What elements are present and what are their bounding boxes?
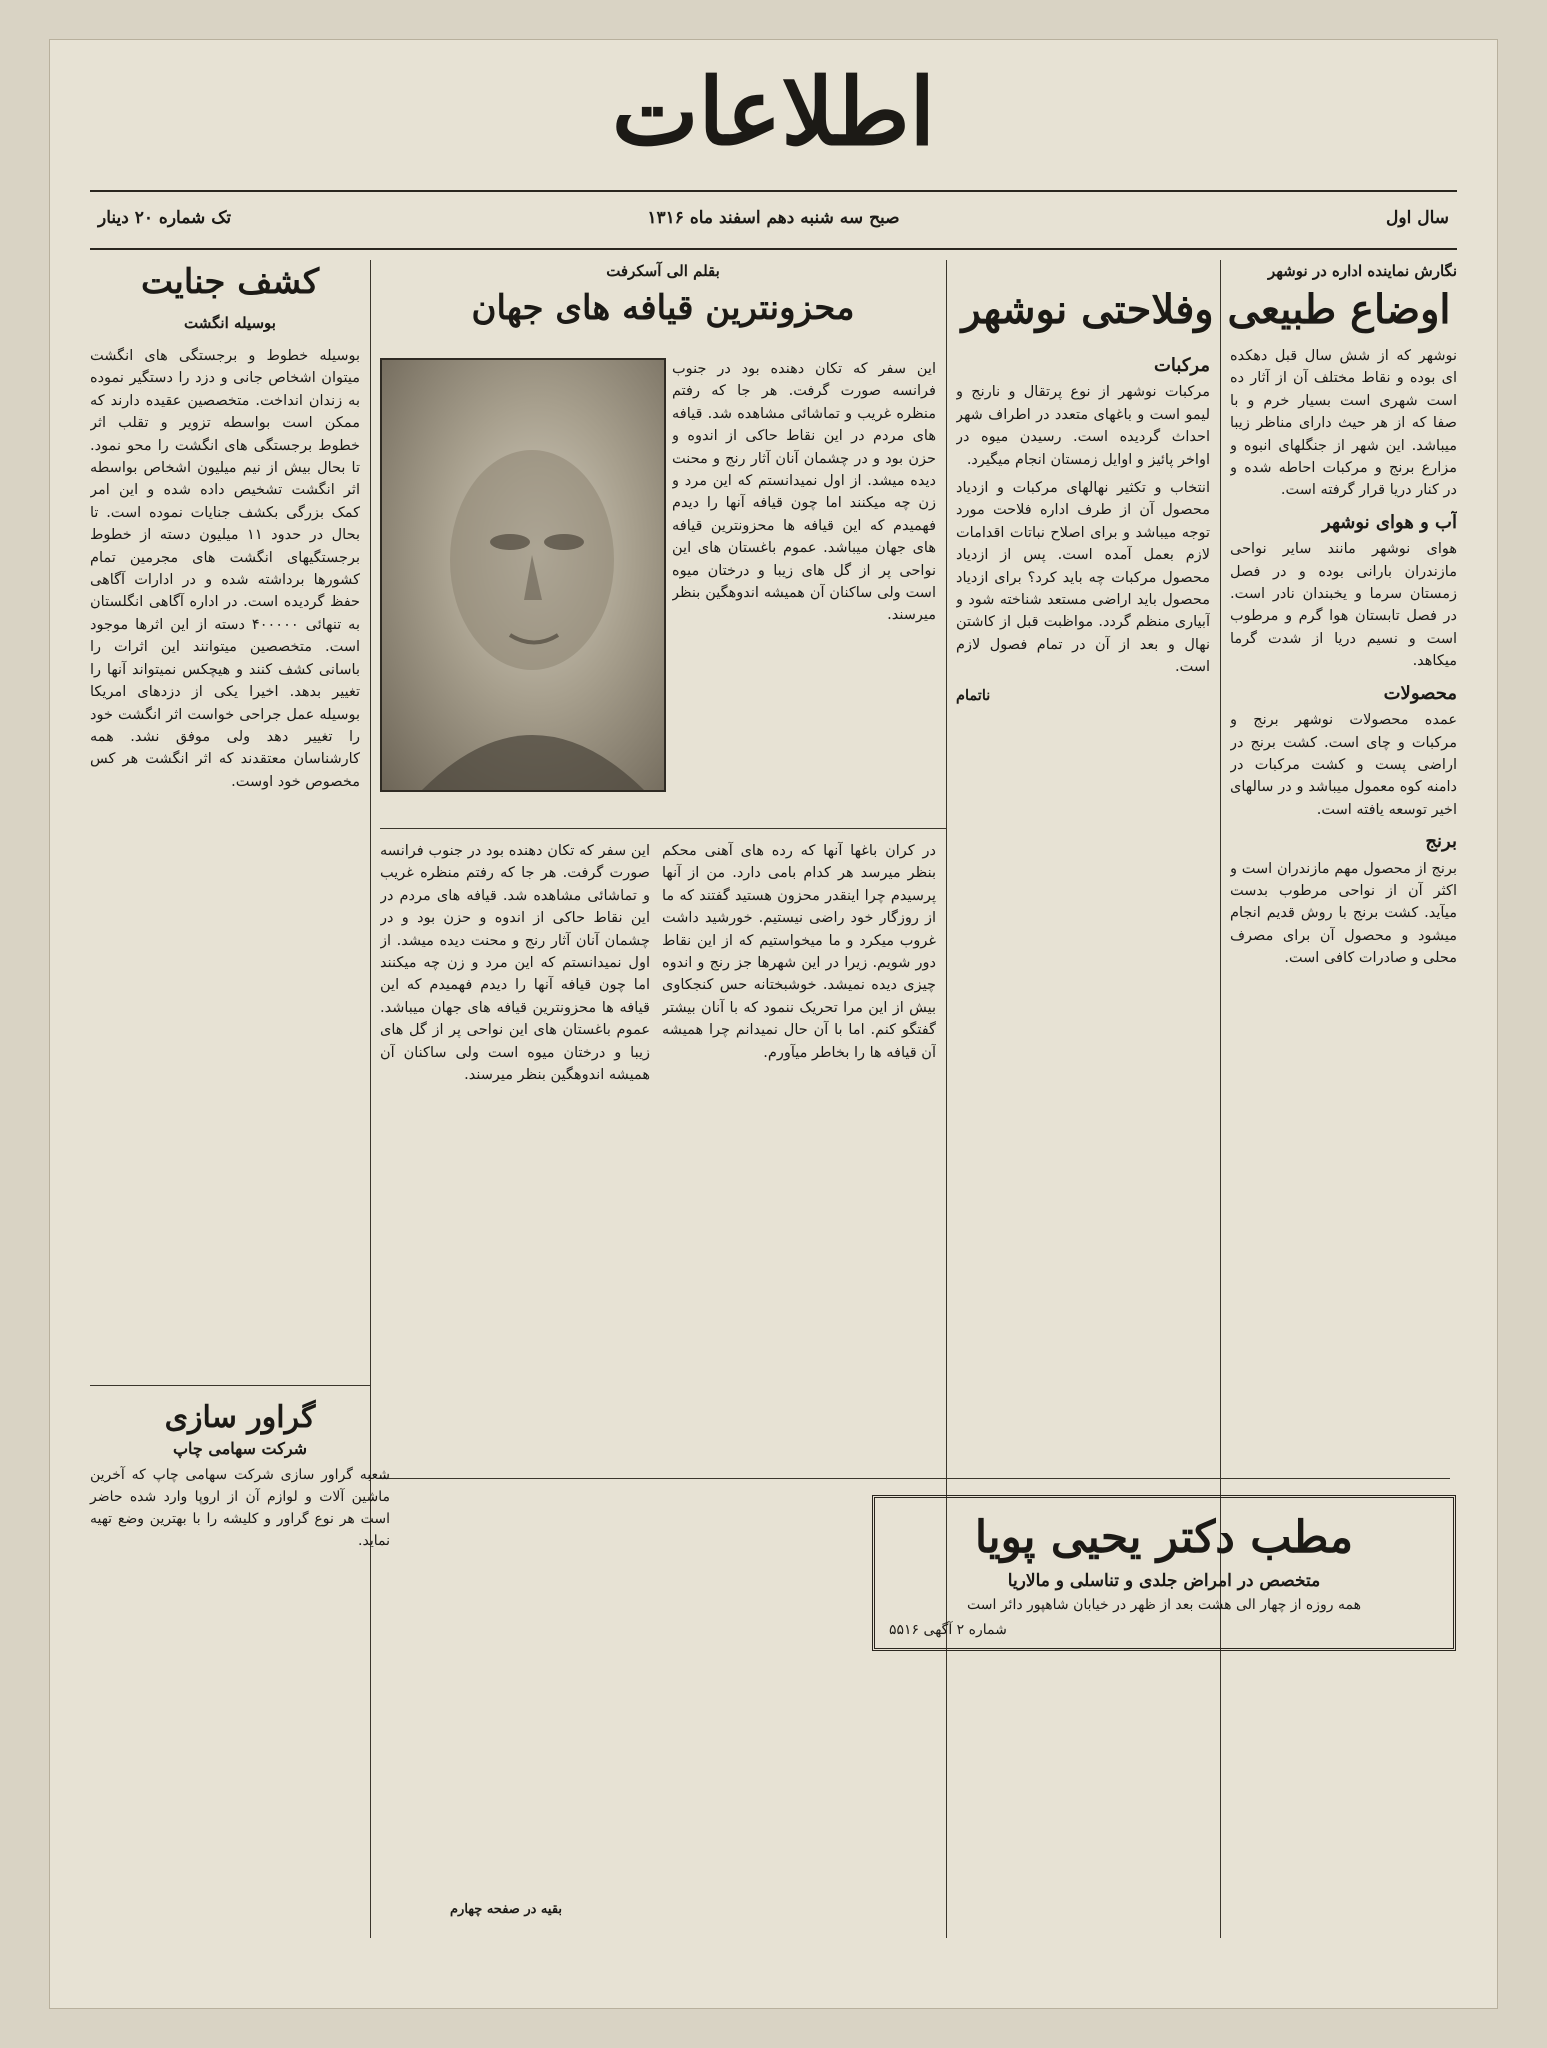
feature-column-lower-right <box>662 840 936 1468</box>
engraving-notice <box>90 1400 390 1552</box>
lead-kicker: نگارش نماینده اداره در نوشهر <box>1267 262 1457 280</box>
lead-column-middle <box>956 345 1210 1468</box>
feature-text-continued: در کران باغها آنها که رده های آهنی محکم بنظر میرسد هر کدام بامی دارد. من از آنها پرسیدم چرا اینقدر محزون هستید گفتند که ما از روزگار خود راضی نیستیم. خورشید داشت غروب میکرد و ما میخواستیم که از این نقاط دور شویم. زیرا در این شهرها جز رنج و اندوه چیزی دیده نمیشد. خوشبختانه حس کنجکاوی بیش از این مرا تحریک ننمود که با آنان بیشتر گفتگو کنم. اما با آن حال نمیدانم چرا همیشه آن قیافه ها را بخاطر میآورم. <box>662 843 936 1061</box>
section-text: عمده محصولات نوشهر برنج و مرکبات و چای است. کشت برنج در اراضی پست و کشت مرکبات در دامنه کوه معمول میباشد و در سالهای اخیر توسعه یافته است. <box>1230 712 1457 818</box>
masthead <box>50 40 1497 190</box>
engraving-title: گراور سازی <box>164 1400 316 1435</box>
feature-column-lower-left <box>380 840 650 1888</box>
section-title: آب و هوای نوشهر <box>1322 511 1457 533</box>
section-rule <box>380 828 946 829</box>
engraving-text: شعبه گراور سازی شرکت سهامی چاپ که آخرین ماشین آلات و لوازم آن از اروپا وارد شده حاضر است هر نوع گراور و کلیشه را با بهترین وضع تهیه نماید. <box>90 1467 390 1549</box>
issue-price: تک شماره ۲۰ دینار <box>98 208 232 228</box>
feature-text-repeat: این سفر که تکان دهنده بود در جنوب فرانسه صورت گرفت. هر جا که رفتم منظره غریب و تماشائی مشاهده شد. قیافه های مردم در این نقاط حاکی از اندوه و حزن بود و در چشمان آنان آثار رنج و محنت دیده میشد. از اول نمیدانستم که این مرد و زن چه میکنند اما چون قیافه آنها را دیدم فهمیدم که این قیافه ها محزونترین قیافه های جهان میباشد. عموم باغستان های این نواحی پر از گل های زیبا و درختان میوه است ولی ساکنان آن همیشه اندوهگین بنظر میرسند. <box>380 843 650 1084</box>
column-rule <box>946 260 947 1938</box>
feature-continued-note: بقیه در صفحه چهارم <box>450 1902 563 1917</box>
issue-date: صبح سه شنبه دهم اسفند ماه ۱۳۱۶ <box>647 208 900 228</box>
ad-hours: همه روزه از چهار الی هشت بعد از ظهر در خیابان شاهپور دائر است <box>967 1597 1361 1613</box>
year-label: سال اول <box>1386 208 1449 228</box>
crime-subheadline: بوسیله انگشت <box>184 314 276 332</box>
lead-headline: اوضاع طبیعی وفلاحتی نوشهر <box>961 286 1451 333</box>
portrait-photo <box>380 358 666 792</box>
section-text: مرکبات نوشهر از نوع پرتقال و نارنج و لیمو است و باغهای متعدد در اطراف شهر احداث گردیده است. رسیدن میوه در اواخر پائیز و اوایل زمستان انجام میگیرد. <box>956 384 1210 468</box>
section-title: برنج <box>1425 831 1457 853</box>
continued-marker: ناتمام <box>956 686 991 704</box>
section-text: برنج از محصول مهم مازندران است و اکثر آن از نواحی مرطوب بدست میآید. کشت برنج با روش قدیم انجام میشود و محصول آن برای مصرف محلی و صادرات کافی است. <box>1230 860 1457 967</box>
portrait-silhouette <box>382 360 664 790</box>
feature-column-top <box>672 358 936 758</box>
newspaper-page <box>50 40 1497 2008</box>
feature-kicker: بقلم الی آسکرفت <box>606 262 720 280</box>
crime-text: بوسیله خطوط و برجستگی های انگشت میتوان اشخاص جانی و دزد را دستگیر نموده به زندان انداخت. متخصصین عقیده دارند که ممکن است بواسطه تزویر و تقلب اثر خطوط برجستگی های انگشت را محو نمود. تا بحال بیش از نیم میلیون اشخاص بواسطه اثر انگشت تشخیص داده شده و این امر کمک بزرگی بکشف جنایات نموده است. تا بحال در حدود ۱۱ میلیون دسته از خطوط برجستگیهای انگشت های مجرمین تمام کشورها برداشته شده و در ادارات آگاهی حفظ گردیده است. در اداره آگاهی انگلستان به تنهائی ۴۰۰۰۰۰ دسته از این اثرها موجود است. متخصصین میتوانند این اثرات را باسانی کشف کنند و هیچکس نمیتواند آنها را تغییر بدهد. اخیرا یکی از دزدهای امریکا بوسیله عمل جراحی خواست اثر انگشت خود را تغییر دهد ولی موفق نشد. همه کارشناسان معتقدند که اثر انگشت هر کس مخصوص خود اوست. <box>90 348 360 790</box>
lead-column-right <box>1230 345 1457 1948</box>
column-rule <box>1220 260 1221 1938</box>
doctor-advertisement <box>872 1495 1456 1651</box>
column-rule <box>370 260 371 1938</box>
lead-intro: نوشهر که از شش سال قبل دهکده ای بوده و نقاط مختلف آن از آثار ده است شهری است بسیار خرم و با صفا که از هر حیث دارای مناظر زیبا میباشد. این شهر از جنگلهای انبوه و مزارع برنج و مرکبات احاطه شده و در کنار دریا قرار گرفته است. <box>1230 348 1457 499</box>
feature-text: این سفر که تکان دهنده بود در جنوب فرانسه صورت گرفت. هر جا که رفتم منظره غریب و تماشائی مشاهده شد. قیافه های مردم در این نقاط حاکی از اندوه و حزن بود و در چشمان آنان آثار رنج و محنت دیده میشد. از اول نمیدانستم که این مرد و زن چه میکنند اما چون قیافه آنها را دیدم فهمیدم که این قیافه ها محزونترین قیافه های جهان میباشد. عموم باغستان های این نواحی پر از گل های زیبا و درختان میوه است ولی ساکنان آن همیشه اندوهگین بنظر میرسند. <box>672 361 936 624</box>
section-text: هوای نوشهر مانند سایر نواحی مازندران بارانی بوده و در فصل زمستان سرما و یخبندان نادر است. در فصل تابستان هوا گرم و مرطوب است و نسیم دریا از شدت گرما میکاهد. <box>1230 541 1457 670</box>
crime-column <box>90 345 360 1368</box>
date-bar <box>90 190 1457 250</box>
ad-number: شماره ۲ آگهی ۵۵۱۶ <box>889 1622 1007 1638</box>
newspaper-logo: اطلاعات <box>611 58 936 166</box>
ad-title: مطب دکتر یحیی پویا <box>974 1512 1354 1563</box>
engraving-subtitle: شرکت سهامی چاپ <box>172 1439 308 1458</box>
section-title: مرکبات <box>1153 355 1210 376</box>
lead-continued: انتخاب و تکثیر نهالهای مرکبات و ازدیاد محصول آن از طرف اداره فلاحت مورد توجه میباشد و برای اصلاح نباتات اقدامات لازم بعمل آمده است. پس از ازدیاد محصول مرکبات چه باید کرد؟ برای ازدیاد محصول باید اراضی مستعد شناخته شود و آبیاری منظم گردد. مواظبت قبل از کاشتن نهال و بعد از آن در تمام فصول لازم است. <box>956 480 1210 676</box>
ad-specialty: متخصص در امراض جلدی و تناسلی و مالاریا <box>1007 1571 1321 1591</box>
crime-headline: کشف جنایت <box>140 262 320 302</box>
section-rule <box>90 1385 370 1386</box>
feature-headline: محزونترین قیافه های جهان <box>471 288 855 328</box>
section-title: محصولات <box>1383 682 1457 704</box>
